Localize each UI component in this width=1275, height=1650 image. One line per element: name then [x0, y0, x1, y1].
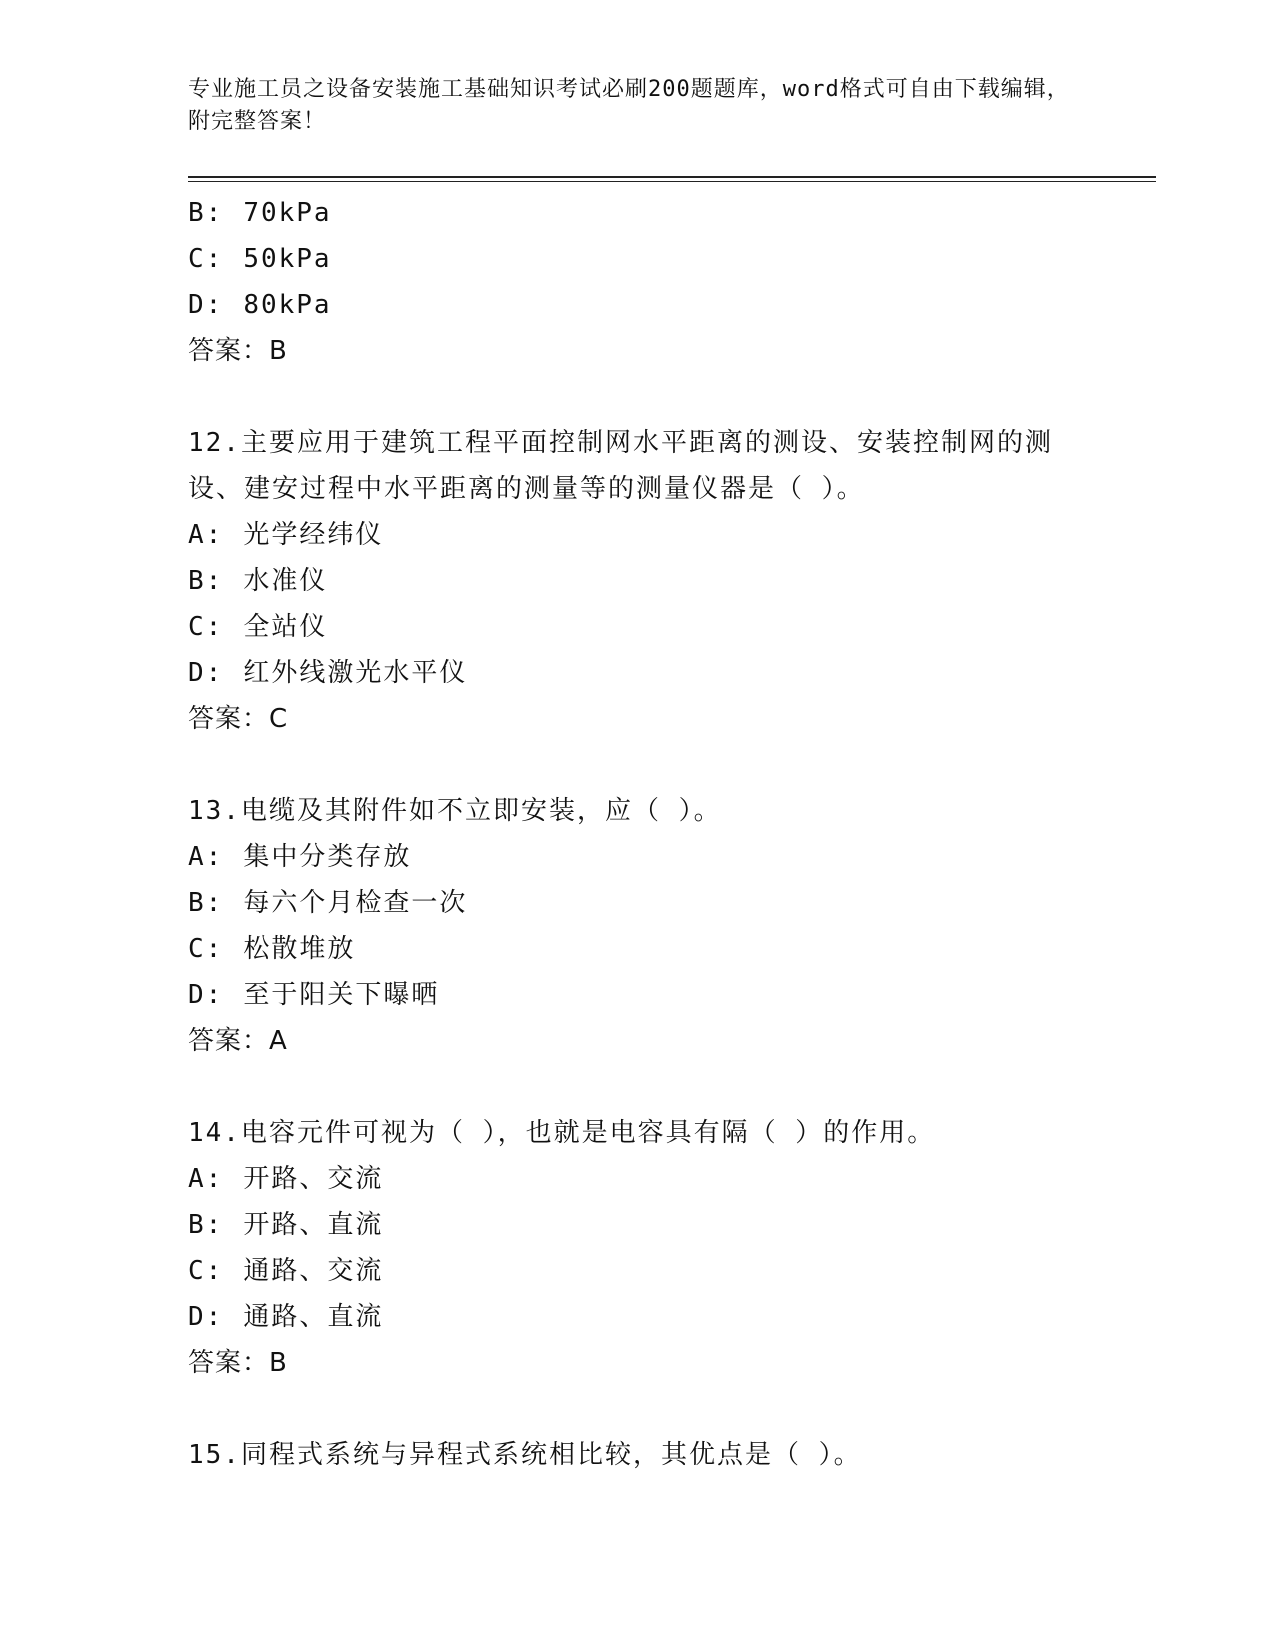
option-row	[188, 972, 1088, 1018]
option-text: 光学经纬仪	[243, 520, 384, 550]
option-row	[188, 650, 1088, 696]
option-text: 开路、直流	[243, 1210, 384, 1240]
option-row	[188, 604, 1088, 650]
question-text: 13.电缆及其附件如不立即安装，应（ ）。	[188, 796, 722, 826]
option-letter: C:	[188, 244, 224, 274]
answer-line: 答案：C	[188, 704, 289, 734]
option-letter: B:	[188, 566, 224, 596]
option-row	[188, 190, 1088, 236]
option-letter: B:	[188, 888, 224, 918]
option-row	[188, 926, 1088, 972]
option-text: 红外线激光水平仪	[243, 658, 468, 688]
question-15	[188, 1432, 1088, 1478]
option-letter: B:	[188, 198, 224, 228]
question-text: 12.主要应用于建筑工程平面控制网水平距离的测设、安装控制网的测设、建安过程中水平距离的测量等的测量仪器是（ ）。	[188, 428, 1053, 504]
option-row	[188, 512, 1088, 558]
option-text: 开路、交流	[243, 1164, 384, 1194]
answer-line: 答案：B	[188, 1348, 288, 1378]
option-text: 集中分类存放	[243, 842, 412, 872]
option-letter: D:	[188, 290, 224, 320]
option-letter: B:	[188, 1210, 224, 1240]
question-12	[188, 420, 1088, 742]
option-row	[188, 880, 1088, 926]
option-text: 松散堆放	[243, 934, 356, 964]
question-14	[188, 1110, 1088, 1386]
option-text: 每六个月检查一次	[243, 888, 468, 918]
option-row	[188, 1156, 1088, 1202]
option-row	[188, 1202, 1088, 1248]
option-row	[188, 282, 1088, 328]
option-letter: A:	[188, 1164, 224, 1194]
answer-line: 答案：A	[188, 1026, 288, 1056]
option-row	[188, 558, 1088, 604]
question-11-fragment	[188, 190, 1088, 374]
option-text: 70kPa	[243, 198, 332, 228]
option-letter: A:	[188, 520, 224, 550]
header-rule-thick	[188, 176, 1156, 178]
option-text: 水准仪	[243, 566, 328, 596]
option-letter: C:	[188, 1256, 224, 1286]
option-row	[188, 1248, 1088, 1294]
option-row	[188, 236, 1088, 282]
question-content	[188, 190, 1088, 1478]
page-header-title: 专业施工员之设备安装施工基础知识考试必刷200题题库，word格式可自由下载编辑，附完整答案！	[188, 77, 1070, 134]
header-rule-thin	[188, 181, 1156, 182]
option-letter: D:	[188, 658, 224, 688]
option-text: 全站仪	[243, 612, 328, 642]
option-letter: A:	[188, 842, 224, 872]
answer-line: 答案：B	[188, 336, 288, 366]
option-row	[188, 834, 1088, 880]
option-letter: D:	[188, 980, 224, 1010]
option-letter: D:	[188, 1302, 224, 1332]
option-text: 通路、交流	[243, 1256, 384, 1286]
option-text: 50kPa	[243, 244, 332, 274]
option-letter: C:	[188, 612, 224, 642]
option-letter: C:	[188, 934, 224, 964]
question-text: 14.电容元件可视为（ ），也就是电容具有隔（ ）的作用。	[188, 1118, 936, 1148]
question-text: 15.同程式系统与异程式系统相比较，其优点是（ ）。	[188, 1440, 862, 1470]
option-text: 通路、直流	[243, 1302, 384, 1332]
question-13	[188, 788, 1088, 1064]
option-text: 至于阳关下曝晒	[243, 980, 440, 1010]
option-text: 80kPa	[243, 290, 332, 320]
option-row	[188, 1294, 1088, 1340]
